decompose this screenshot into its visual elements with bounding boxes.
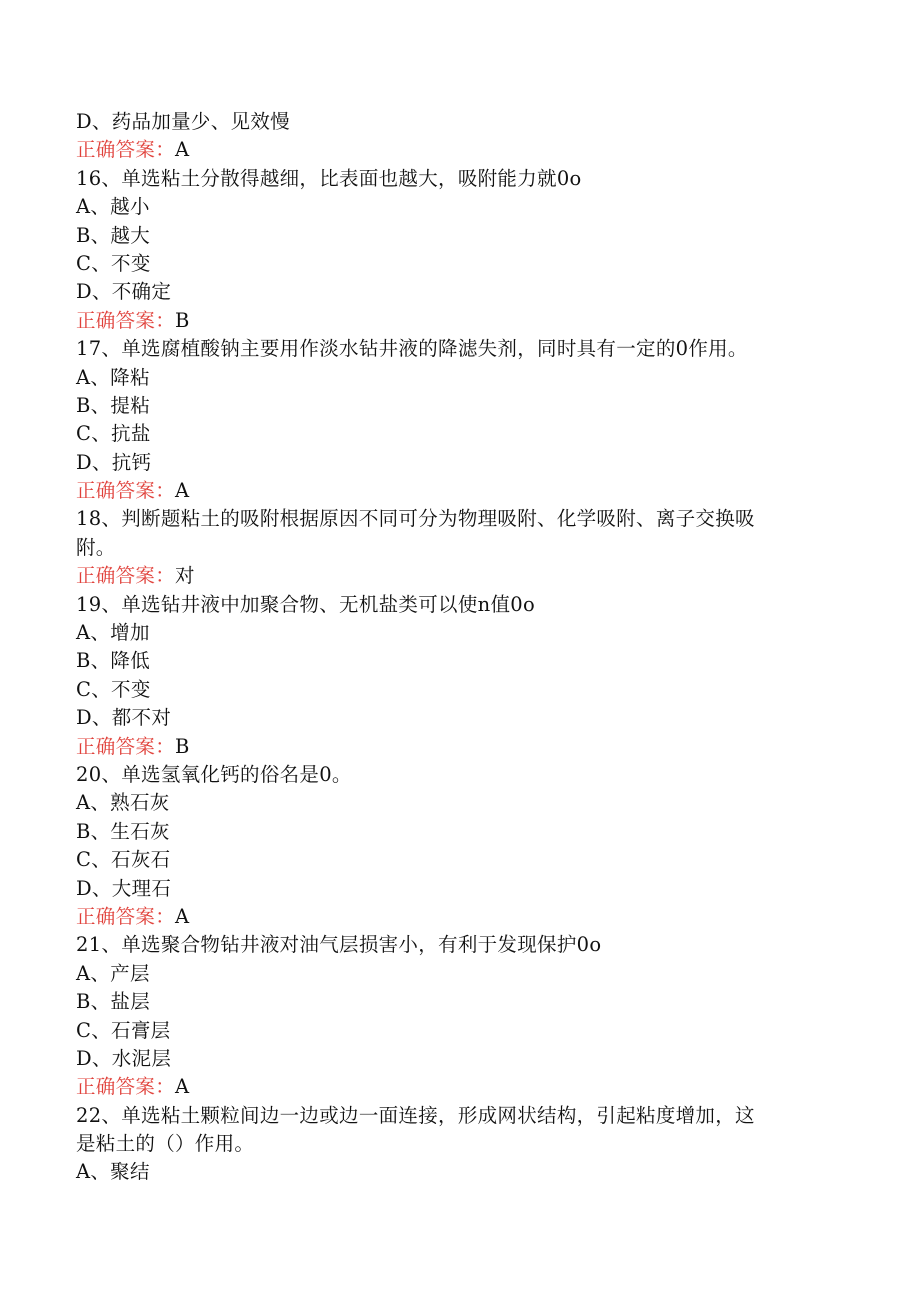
answer-q21 <box>76 1073 836 1101</box>
answer-value: A <box>175 479 190 503</box>
option-a-q21: A、产层 <box>76 961 150 985</box>
option-a-q22: A、聚结 <box>76 1160 150 1184</box>
option-a-q16: A、越小 <box>76 195 150 219</box>
answer-q16 <box>76 307 836 335</box>
option-b-q19: B、降低 <box>76 649 151 673</box>
answer-value: B <box>175 734 190 758</box>
answer-q15 <box>76 136 836 164</box>
option-b-q16: B、越大 <box>76 223 151 247</box>
question-document <box>76 108 836 1187</box>
answer-value: A <box>175 138 190 162</box>
option-b-q17: B、提粘 <box>76 393 151 417</box>
answer-label: 正确答案： <box>76 904 176 928</box>
option-a-q19: A、增加 <box>76 621 150 645</box>
option-d-q17: D、抗钙 <box>76 450 152 474</box>
option-b-q20: B、生石灰 <box>76 819 170 843</box>
answer-value: 对 <box>175 564 195 588</box>
answer-label: 正确答案： <box>76 564 176 588</box>
question-19: 19、单选钻井液中加聚合物、无机盐类可以使n值0o <box>76 592 536 616</box>
answer-label: 正确答案： <box>76 138 176 162</box>
answer-value: A <box>175 904 190 928</box>
question-18-line-1: 18、判断题粘土的吸附根据原因不同可分为物理吸附、化学吸附、离子交换吸 <box>76 507 755 531</box>
answer-label: 正确答案： <box>76 1075 176 1099</box>
answer-value: A <box>175 1075 190 1099</box>
answer-q19 <box>76 733 836 761</box>
answer-label: 正确答案： <box>76 479 176 503</box>
question-16: 16、单选粘土分散得越细，比表面也越大，吸附能力就0o <box>76 166 582 190</box>
option-c-q19: C、不变 <box>76 677 151 701</box>
option-a-q20: A、熟石灰 <box>76 791 170 815</box>
answer-q17 <box>76 477 836 505</box>
option-d-q16: D、不确定 <box>76 280 172 304</box>
option-c-q21: C、石膏层 <box>76 1018 171 1042</box>
answer-label: 正确答案： <box>76 734 176 758</box>
question-22-line-1: 22、单选粘土颗粒间边一边或边一面连接，形成网状结构，引起粘度增加，这 <box>76 1103 755 1127</box>
answer-label: 正确答案： <box>76 308 176 332</box>
question-17: 17、单选腐植酸钠主要用作淡水钻井液的降滤失剂，同时具有一定的0作用。 <box>76 337 748 361</box>
question-18-line-2: 附。 <box>76 535 116 559</box>
option-c-q20: C、石灰石 <box>76 848 171 872</box>
option-a-q17: A、降粘 <box>76 365 150 389</box>
option-d-q19: D、都不对 <box>76 706 172 730</box>
answer-value: B <box>175 308 190 332</box>
question-22-line-2: 是粘土的（）作用。 <box>76 1132 255 1156</box>
option-d-q21: D、水泥层 <box>76 1046 172 1070</box>
answer-q20 <box>76 903 836 931</box>
option-d-q20: D、大理石 <box>76 876 172 900</box>
option-b-q21: B、盐层 <box>76 990 151 1014</box>
option-c-q16: C、不变 <box>76 251 151 275</box>
question-21: 21、单选聚合物钻井液对油气层损害小，有利于发现保护0o <box>76 933 602 957</box>
option-c-q17: C、抗盐 <box>76 422 151 446</box>
option-d-q15: D、药品加量少、见效慢 <box>76 110 290 133</box>
question-20: 20、单选氢氧化钙的俗名是0。 <box>76 762 352 786</box>
answer-q18 <box>76 562 836 590</box>
